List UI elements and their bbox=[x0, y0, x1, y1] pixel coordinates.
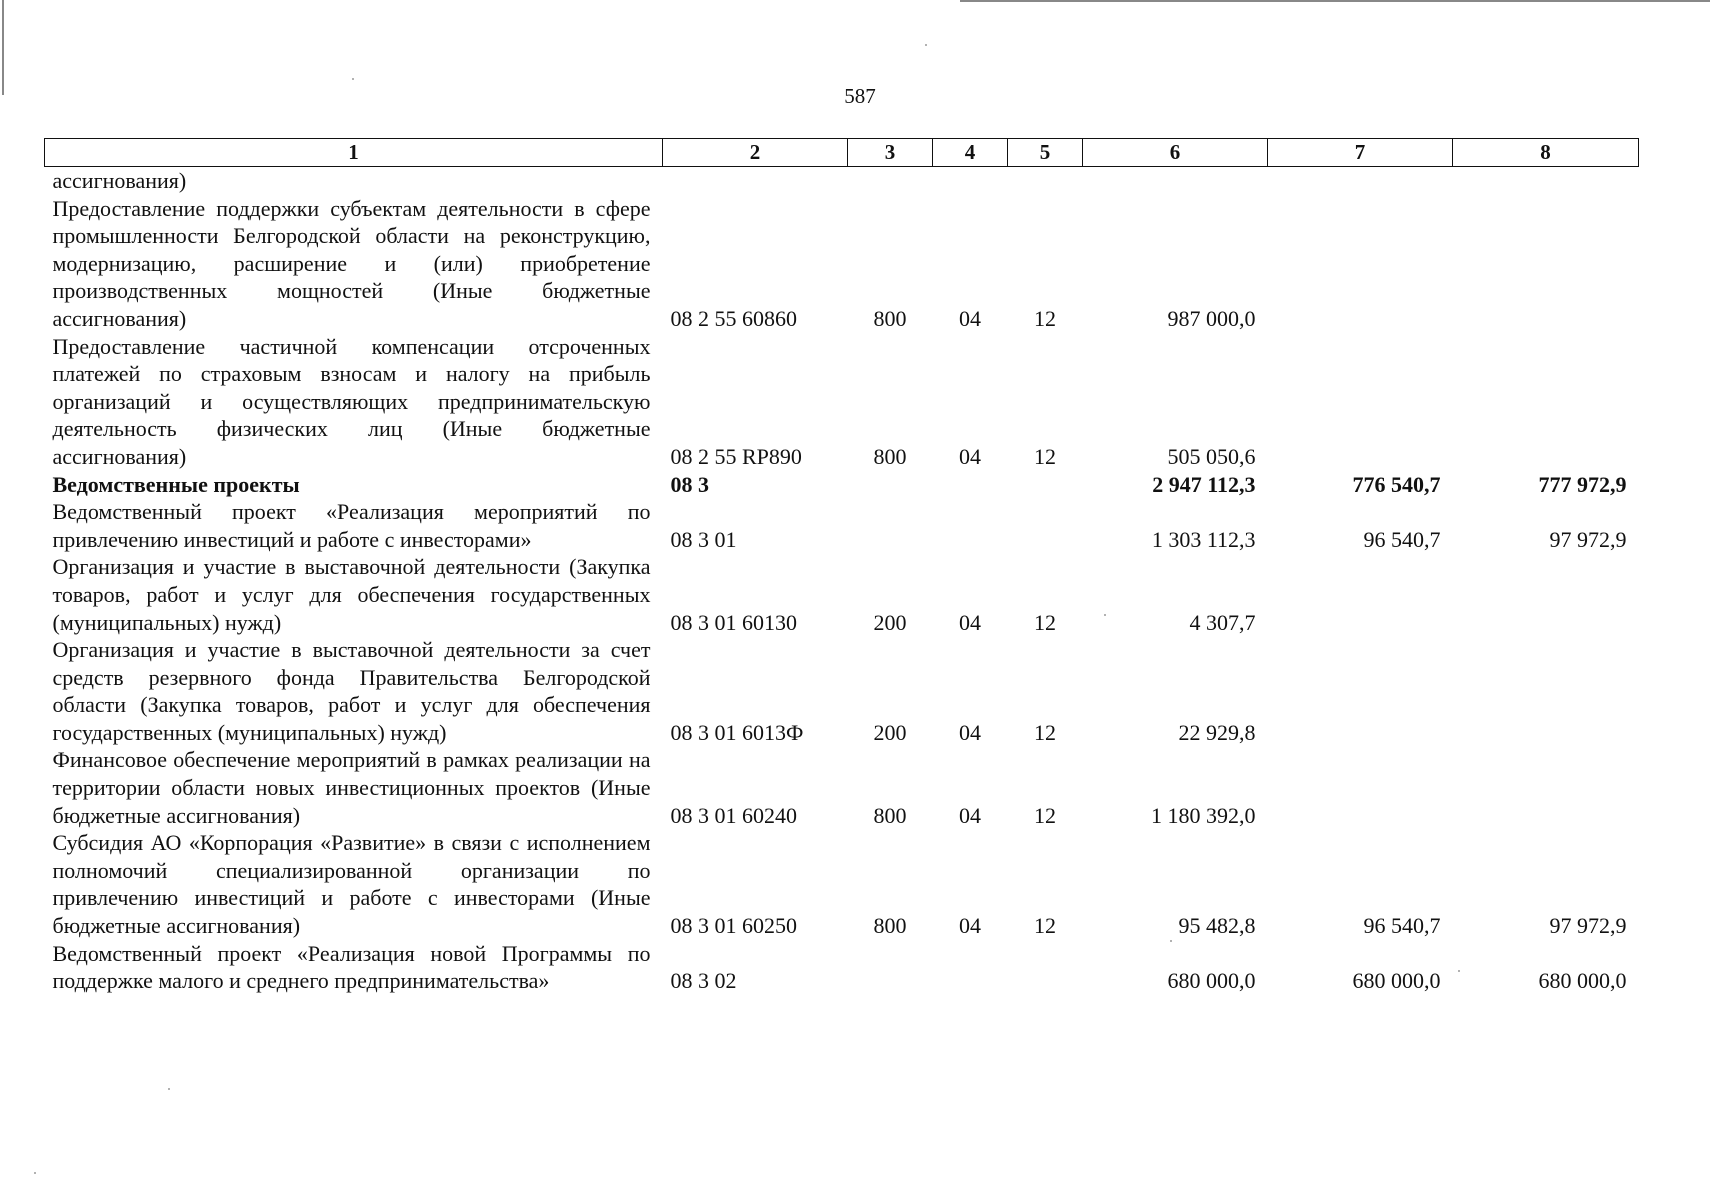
row-section: 04 bbox=[959, 719, 981, 745]
row-value-col8: 97 972,9 bbox=[1549, 526, 1627, 552]
row-name: Ведомственный проект «Реализация новой Программы по поддержке малого и среднего предпринимательства» bbox=[52, 940, 651, 994]
row-value-col6: 22 929,8 bbox=[1178, 719, 1256, 745]
row-code: 08 3 01 6013Ф bbox=[670, 719, 804, 745]
page-number: 587 bbox=[844, 84, 876, 108]
scan-speck bbox=[925, 44, 927, 46]
table-row bbox=[45, 498, 1639, 553]
row-section: 04 bbox=[959, 305, 981, 331]
row-expense-type: 800 bbox=[873, 443, 907, 469]
row-name: Предоставление частичной компенсации отсроченных платежей по страховым взносам и налогу на прибыль организаций и осуществляющих предпринимательскую деятельность физических лиц (Иные бюджетные ассигнования) bbox=[52, 333, 651, 469]
row-value-col7: 96 540,7 bbox=[1363, 526, 1441, 552]
row-section bbox=[933, 940, 1008, 995]
row-value-col7 bbox=[1268, 167, 1453, 195]
row-value-col8 bbox=[1453, 167, 1639, 195]
row-value-col7: 680 000,0 bbox=[1352, 968, 1441, 994]
row-section bbox=[933, 471, 1008, 499]
row-subsection bbox=[1008, 471, 1083, 499]
row-value-col7 bbox=[1268, 553, 1453, 636]
row-value-col8: 777 972,9 bbox=[1538, 471, 1627, 497]
row-expense-type: 800 bbox=[873, 305, 907, 331]
row-subsection bbox=[1008, 167, 1083, 195]
row-section: 04 bbox=[959, 443, 981, 469]
row-section bbox=[933, 167, 1008, 195]
row-name: Финансовое обеспечение мероприятий в рамках реализации на территории области новых инвестиционных проектов (Иные бюджетные ассигнования) bbox=[52, 747, 651, 828]
row-expense-type: 200 bbox=[873, 609, 907, 635]
row-expense-type: 800 bbox=[873, 913, 907, 939]
row-value-col6: 95 482,8 bbox=[1178, 913, 1256, 939]
col-header-7: 7 bbox=[1268, 139, 1453, 167]
row-name: Субсидия АО «Корпорация «Развитие» в связи с исполнением полномочий специализированной организации по привлечению инвестиций и работе с инвесторами (Иные бюджетные ассигнования) bbox=[52, 830, 651, 939]
row-subsection: 12 bbox=[1034, 443, 1056, 469]
row-value-col8 bbox=[1453, 333, 1639, 471]
row-code: 08 3 01 60240 bbox=[670, 802, 797, 828]
row-value-col8: 97 972,9 bbox=[1549, 913, 1627, 939]
table-row bbox=[45, 167, 1639, 195]
row-subsection bbox=[1008, 940, 1083, 995]
table-row bbox=[45, 471, 1639, 499]
row-code bbox=[663, 167, 848, 195]
col-header-6: 6 bbox=[1083, 139, 1268, 167]
row-expense-type bbox=[848, 471, 933, 499]
scan-edge-top bbox=[960, 0, 1710, 2]
row-code: 08 3 01 bbox=[670, 526, 737, 552]
table-row bbox=[45, 636, 1639, 746]
col-header-5: 5 bbox=[1008, 139, 1083, 167]
col-header-3: 3 bbox=[848, 139, 933, 167]
row-value-col8 bbox=[1453, 636, 1639, 746]
scan-speck bbox=[34, 1172, 36, 1174]
scan-speck bbox=[1104, 614, 1106, 616]
table-row bbox=[45, 195, 1639, 333]
table-header-row bbox=[45, 139, 1639, 167]
row-section: 04 bbox=[959, 913, 981, 939]
row-name: Ведомственный проект «Реализация мероприятий по привлечению инвестиций и работе с инвесторами» bbox=[52, 499, 651, 552]
row-expense-type bbox=[848, 167, 933, 195]
row-value-col6: 4 307,7 bbox=[1189, 609, 1256, 635]
row-value-col7 bbox=[1268, 636, 1453, 746]
budget-table bbox=[44, 138, 1639, 995]
row-code: 08 2 55 RP890 bbox=[670, 443, 802, 469]
row-expense-type: 800 bbox=[873, 802, 907, 828]
row-value-col6: 505 050,6 bbox=[1167, 443, 1256, 469]
row-value-col8 bbox=[1453, 553, 1639, 636]
row-value-col7: 96 540,7 bbox=[1363, 913, 1441, 939]
col-header-1: 1 bbox=[45, 139, 663, 167]
row-value-col6: 2 947 112,3 bbox=[1152, 471, 1256, 497]
row-code: 08 2 55 60860 bbox=[670, 305, 797, 331]
row-value-col6: 1 180 392,0 bbox=[1151, 802, 1256, 828]
budget-sheet bbox=[44, 138, 1638, 995]
scan-speck bbox=[352, 78, 354, 80]
row-name: Организация и участие в выставочной деятельности за счет средств резервного фонда Правительства Белгородской области (Закупка товаров, работ и услуг для обеспечения государственных (муниципальных) нужд) bbox=[52, 637, 651, 745]
row-value-col7: 776 540,7 bbox=[1352, 471, 1441, 497]
row-subsection: 12 bbox=[1034, 305, 1056, 331]
row-expense-type bbox=[848, 498, 933, 553]
row-value-col8 bbox=[1453, 195, 1639, 333]
table-row bbox=[45, 333, 1639, 471]
row-name: Предоставление поддержки субъектам деятельности в сфере промышленности Белгородской области на реконструкцию, модернизацию, расширение и (или) приобретение производственных мощностей (Иные бюджетные ассигнования) bbox=[52, 195, 651, 331]
scan-speck bbox=[1170, 940, 1172, 942]
scan-speck bbox=[168, 1088, 170, 1090]
row-value-col7 bbox=[1268, 333, 1453, 471]
row-expense-type: 200 bbox=[873, 719, 907, 745]
scan-edge-left bbox=[2, 0, 4, 95]
row-value-col6: 987 000,0 bbox=[1167, 305, 1256, 331]
row-value-col8 bbox=[1453, 746, 1639, 829]
row-section: 04 bbox=[959, 802, 981, 828]
row-value-col6: 1 303 112,3 bbox=[1151, 526, 1256, 552]
row-value-col6: 680 000,0 bbox=[1167, 968, 1256, 994]
row-name: ассигнования) bbox=[52, 168, 187, 193]
table-row bbox=[45, 829, 1639, 939]
col-header-8: 8 bbox=[1453, 139, 1639, 167]
row-section: 04 bbox=[959, 609, 981, 635]
row-name: Организация и участие в выставочной деятельности (Закупка товаров, работ и услуг для обеспечения государственных (муниципальных) нужд) bbox=[52, 554, 651, 635]
row-subsection: 12 bbox=[1034, 719, 1056, 745]
row-code: 08 3 01 60130 bbox=[670, 609, 797, 635]
row-value-col7 bbox=[1268, 195, 1453, 333]
table-row bbox=[45, 940, 1639, 995]
row-name: Ведомственные проекты bbox=[52, 471, 300, 497]
row-subsection bbox=[1008, 498, 1083, 553]
row-value-col6 bbox=[1083, 167, 1268, 195]
row-value-col7 bbox=[1268, 746, 1453, 829]
row-code: 08 3 01 60250 bbox=[670, 913, 797, 939]
row-code: 08 3 bbox=[670, 471, 709, 497]
row-expense-type bbox=[848, 940, 933, 995]
row-subsection: 12 bbox=[1034, 802, 1056, 828]
col-header-2: 2 bbox=[663, 139, 848, 167]
table-row bbox=[45, 746, 1639, 829]
col-header-4: 4 bbox=[933, 139, 1008, 167]
row-subsection: 12 bbox=[1034, 609, 1056, 635]
scan-speck bbox=[1458, 970, 1460, 972]
row-value-col8: 680 000,0 bbox=[1538, 968, 1627, 994]
row-subsection: 12 bbox=[1034, 913, 1056, 939]
table-body bbox=[45, 167, 1639, 995]
row-code: 08 3 02 bbox=[670, 968, 737, 994]
row-section bbox=[933, 498, 1008, 553]
table-row bbox=[45, 553, 1639, 636]
